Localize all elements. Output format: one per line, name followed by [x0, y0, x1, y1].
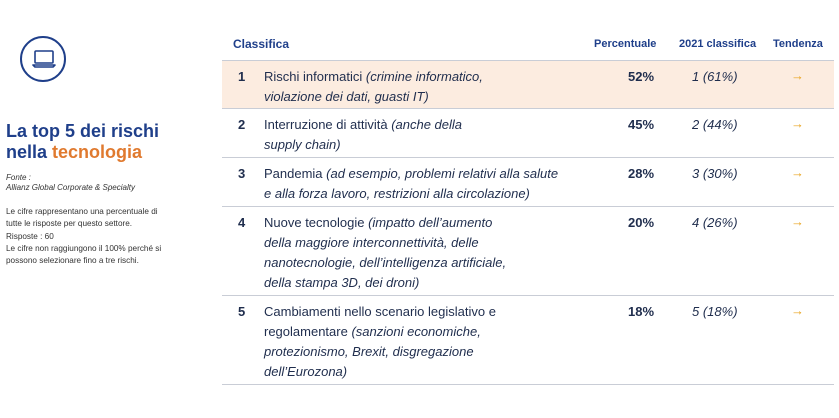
risk-label-line — [264, 115, 610, 135]
risk-label-detail: violazione dei dati, guasti IT) — [264, 89, 429, 104]
trend-arrow-icon: → — [791, 68, 804, 83]
table-header — [222, 30, 834, 60]
risk-label-text: Cambiamenti nello scenario legislativo e — [264, 304, 496, 319]
risk-label — [264, 115, 610, 155]
percentage-value: 18% — [628, 304, 655, 319]
risk-label-text: Rischi informatici — [264, 69, 366, 84]
source-label: Fonte : — [6, 173, 31, 182]
risk-label-text: Pandemia — [264, 166, 327, 181]
percentage-value: 20% — [628, 215, 655, 230]
risk-label-line — [264, 302, 610, 322]
percentage-value: 45% — [628, 117, 655, 132]
previous-rank-value: 1 (61%) — [692, 69, 738, 84]
risk-label-line — [264, 362, 610, 382]
risk-label-line — [264, 273, 610, 293]
risk-label-detail: (crimine informatico, — [365, 69, 483, 84]
notes — [6, 206, 211, 267]
header-2021-classifica: 2021 classifica — [679, 38, 757, 50]
risk-label-line — [264, 184, 610, 204]
title-accent: tecnologia — [52, 142, 143, 162]
percentage-value: 28% — [628, 166, 655, 181]
rank-number: 4 — [238, 215, 246, 230]
previous-rank-value: 4 (26%) — [692, 215, 738, 230]
note-line: Le cifre non raggiungono il 100% perché si — [6, 243, 162, 253]
header-percentuale: Percentuale — [594, 38, 657, 50]
note-line: Le cifre rappresentano una percentuale di — [6, 207, 158, 216]
risk-label-detail: (impatto dell’aumento — [368, 215, 493, 230]
risk-label-detail: nanotecnologie, dell’intelligenza artificiale, — [264, 255, 507, 270]
previous-rank-value: 3 (30%) — [692, 166, 738, 181]
risk-label-line — [264, 233, 610, 253]
risk-label-detail: supply chain) — [264, 137, 341, 152]
risk-label-text: Nuove tecnologie — [264, 215, 369, 230]
note-line: tutte le risposte per questo settore. — [6, 219, 133, 229]
title-line-1: La top 5 dei rischi — [6, 121, 160, 141]
note-line: possono selezionare fino a tre rischi. — [6, 256, 139, 266]
risk-label-detail: (anche della — [391, 117, 463, 132]
table-body — [222, 60, 834, 385]
percentage-value: 52% — [628, 69, 655, 84]
title-prefix: nella — [6, 142, 53, 162]
risk-label — [264, 213, 610, 293]
rank-number: 3 — [238, 166, 246, 181]
risk-label-detail: della maggiore interconnettività, delle — [264, 235, 479, 250]
risk-label-detail: dell’Eurozona) — [264, 364, 348, 379]
risk-label-detail: e alla forza lavoro, restrizioni alla circolazione) — [264, 186, 530, 201]
risk-label-line — [264, 164, 610, 184]
laptop-icon-badge — [20, 36, 66, 82]
rank-number: 2 — [238, 117, 246, 132]
header-tendenza: Tendenza — [773, 38, 823, 50]
risk-label-text: Interruzione di attività — [264, 117, 392, 132]
sidebar — [0, 0, 215, 418]
trend-arrow-icon: → — [791, 116, 804, 131]
page-title — [6, 121, 159, 163]
note-line: Risposte : 60 — [6, 231, 54, 241]
header-classifica: Classifica — [233, 37, 290, 51]
risk-label-detail: protezionismo, Brexit, disgregazione — [264, 344, 474, 359]
trend-arrow-icon: → — [791, 214, 804, 229]
risk-label-text: regolamentare — [264, 324, 352, 339]
risk-label — [264, 302, 610, 382]
table-row — [222, 109, 834, 158]
risk-label — [264, 67, 610, 107]
risk-label-line — [264, 253, 610, 273]
risk-label-line — [264, 213, 610, 233]
risk-label-line — [264, 135, 610, 155]
table-row — [222, 207, 834, 296]
risk-table — [222, 30, 834, 385]
previous-rank-value: 2 (44%) — [692, 117, 738, 132]
trend-arrow-icon: → — [791, 303, 804, 318]
table-row — [222, 296, 834, 385]
risk-label-line — [264, 322, 610, 342]
risk-label-line — [264, 87, 610, 107]
previous-rank-value: 5 (18%) — [692, 304, 738, 319]
rank-number: 5 — [238, 304, 246, 319]
table-row — [222, 158, 834, 207]
risk-label-detail: (ad esempio, problemi relativi alla salute — [326, 166, 559, 181]
table-row — [222, 60, 834, 109]
risk-label-detail: (sanzioni economiche, — [351, 324, 481, 339]
source-value: Allianz Global Corporate & Specialty — [6, 183, 135, 192]
risk-label-line — [264, 342, 610, 362]
risk-label — [264, 164, 610, 204]
trend-arrow-icon: → — [791, 165, 804, 180]
rank-number: 1 — [238, 69, 246, 84]
risk-label-line — [264, 67, 610, 87]
title-line-2 — [6, 142, 159, 163]
risk-label-detail: della stampa 3D, dei droni) — [264, 275, 420, 290]
laptop-icon — [32, 49, 56, 69]
